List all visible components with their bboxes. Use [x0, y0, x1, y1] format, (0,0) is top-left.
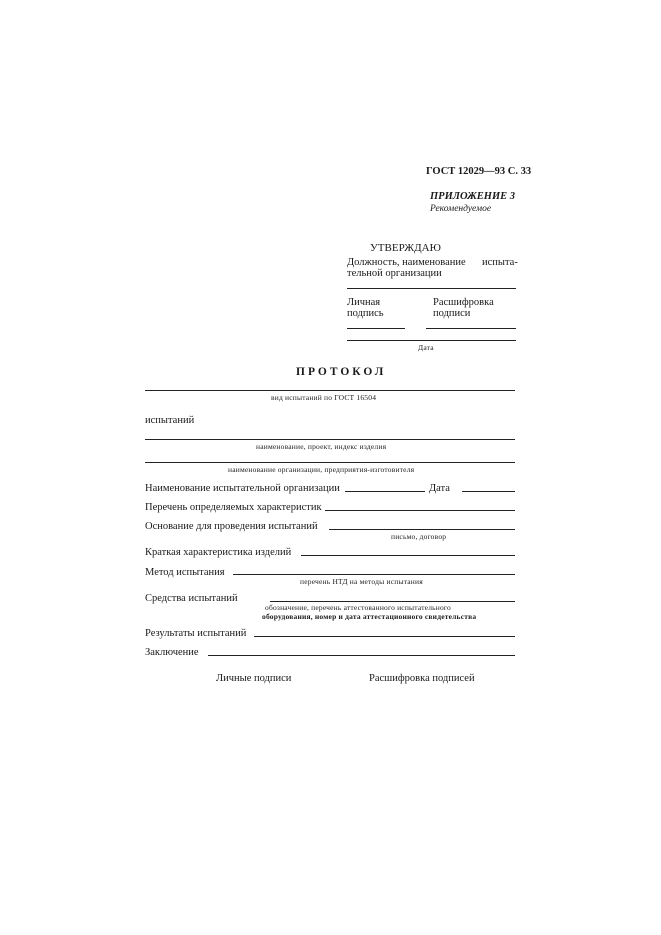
means-label: Средства испытаний [145, 593, 238, 604]
decode-signature-label-2: подписи [433, 308, 471, 319]
characteristics-line [325, 510, 515, 511]
protocol-title: ПРОТОКОЛ [296, 366, 387, 378]
lab-name-label: Наименование испытательной организации [145, 483, 340, 494]
manufacturer-caption: наименование организации, предприятия-изготовителя [228, 465, 415, 474]
conclusion-label: Заключение [145, 647, 199, 658]
personal-signature-label-2: подпись [347, 308, 384, 319]
decode-signature-line [426, 328, 516, 329]
decode-signatures-label: Расшифровка подписей [369, 673, 475, 684]
position-label-b: испыта- [482, 257, 518, 268]
means-caption-2: оборудования, номер и дата аттестационного свидетельства [262, 612, 477, 621]
test-type-caption: вид испытаний по ГОСТ 16504 [271, 393, 377, 402]
approve-heading: УТВЕРЖДАЮ [370, 242, 441, 254]
method-label: Метод испытания [145, 567, 225, 578]
method-caption: перечень НТД на методы испытания [300, 577, 423, 586]
date-line [347, 340, 516, 341]
lab-name-line [345, 491, 425, 492]
personal-signature-line [347, 328, 405, 329]
tests-label: испытаний [145, 415, 195, 426]
basis-line [329, 529, 515, 530]
decode-signature-label-1: Расшифровка [433, 297, 494, 308]
personal-signatures-label: Личные подписи [216, 673, 292, 684]
position-label-line2: тельной организации [347, 268, 442, 279]
basis-caption: письмо, договор [391, 532, 447, 541]
product-line [145, 439, 515, 440]
date-label: Дата [429, 483, 450, 494]
means-caption-1: обозначение, перечень аттестованного испытательного [265, 603, 451, 612]
lab-date-line [462, 491, 515, 492]
position-label-a: Должность, наименование [347, 257, 466, 268]
short-description-label: Краткая характеристика изделий [145, 547, 292, 558]
method-line [233, 574, 515, 575]
personal-signature-label-1: Личная [347, 297, 381, 308]
short-description-line [301, 555, 515, 556]
manufacturer-line [145, 462, 515, 463]
basis-label: Основание для проведения испытаний [145, 521, 318, 532]
means-line [270, 601, 515, 602]
results-label: Результаты испытаний [145, 628, 247, 639]
appendix-status: Рекомендуемое [430, 204, 492, 214]
product-caption: наименование, проект, индекс изделия [256, 442, 387, 451]
test-type-line [145, 390, 515, 391]
standard-reference: ГОСТ 12029—93 С. 33 [426, 166, 532, 177]
appendix-title: ПРИЛОЖЕНИЕ 3 [430, 191, 515, 202]
characteristics-label: Перечень определяемых характеристик [145, 502, 322, 513]
position-line [347, 288, 516, 289]
conclusion-line [208, 655, 515, 656]
results-line [254, 636, 515, 637]
date-caption: Дата [418, 343, 434, 352]
